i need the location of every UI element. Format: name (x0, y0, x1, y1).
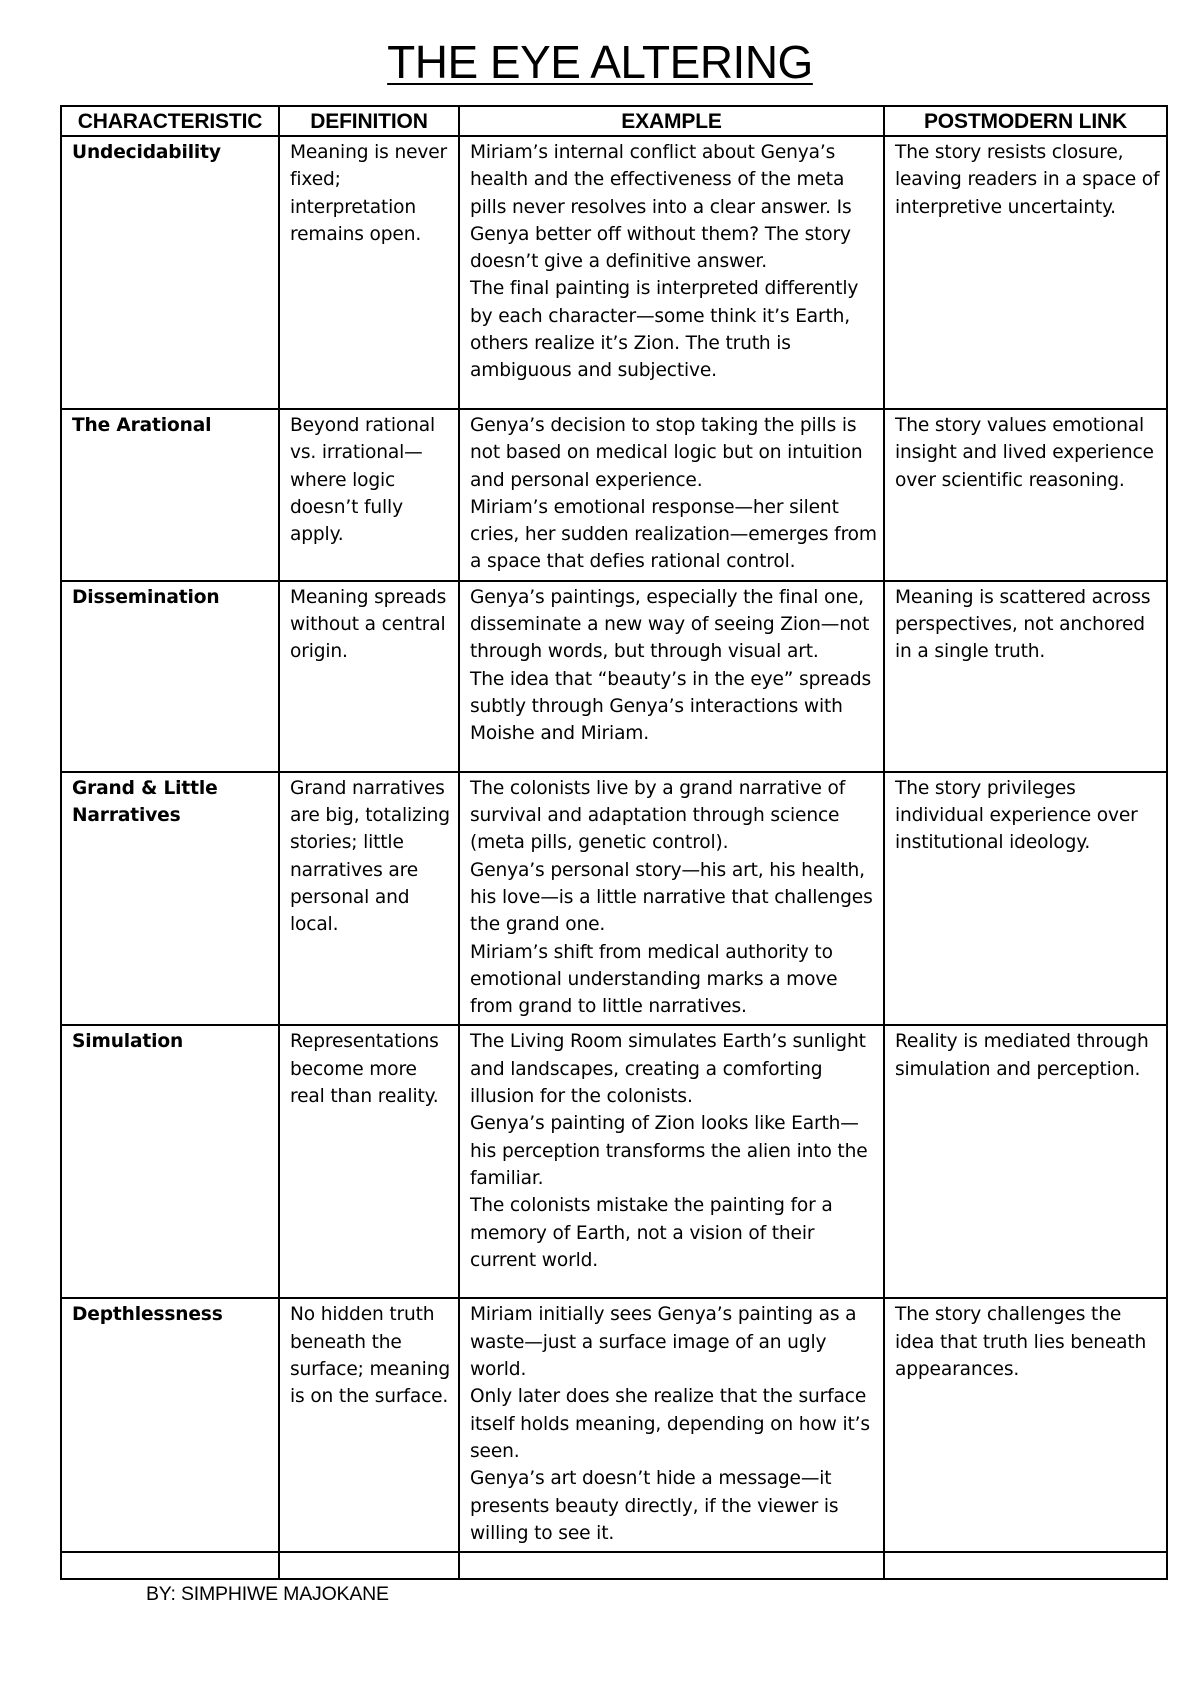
example-paragraph: Miriam initially sees Genya’s painting as a waste—just a surface image of an ugly world. (470, 1304, 857, 1381)
characteristic-cell: Dissemination (61, 581, 279, 772)
characteristic-cell: Grand & Little Narratives (61, 772, 279, 1026)
table-row (61, 772, 1167, 1026)
header-characteristic: CHARACTERISTIC (61, 106, 279, 136)
document-title: THE EYE ALTERING (387, 36, 813, 88)
characteristic-cell: The Arational (61, 409, 279, 581)
postmodern-link-cell: The story challenges the idea that truth lies beneath appearances. (884, 1298, 1167, 1552)
example-cell (459, 1025, 884, 1298)
definition-cell: Meaning spreads without a central origin. (279, 581, 459, 772)
empty-cell (279, 1552, 459, 1579)
example-paragraph: Genya’s art doesn’t hide a message—it presents beauty directly, if the viewer is willing to see it. (470, 1468, 839, 1544)
table-row (61, 1025, 1167, 1298)
postmodern-link-cell: The story values emotional insight and lived experience over scientific reasoning. (884, 409, 1167, 581)
definition-cell: Grand narratives are big, totalizing stories; little narratives are personal and local. (279, 772, 459, 1026)
characteristic-cell: Simulation (61, 1025, 279, 1298)
table-row (61, 136, 1167, 409)
empty-cell (884, 1552, 1167, 1579)
header-example: EXAMPLE (459, 106, 884, 136)
example-paragraph: Genya’s painting of Zion looks like Earth—his perception transforms the alien into the familiar. (470, 1113, 868, 1189)
characteristics-table (60, 105, 1168, 1580)
example-cell (459, 581, 884, 772)
table-row (61, 409, 1167, 581)
example-paragraph: The final painting is interpreted differently by each character—some think it’s Earth, others realize it’s Zion. The truth is ambiguous and subjective. (470, 278, 859, 382)
author-byline: BY: SIMPHIWE MAJOKANE (146, 1583, 389, 1605)
example-cell (459, 136, 884, 409)
empty-cell (61, 1552, 279, 1579)
header-postmodern-link: POSTMODERN LINK (884, 106, 1167, 136)
example-paragraph: The colonists mistake the painting for a memory of Earth, not a vision of their current world. (470, 1195, 833, 1271)
example-paragraph: Only later does she realize that the surface itself holds meaning, depending on how it’s seen. (470, 1386, 870, 1462)
definition-cell: Meaning is never fixed; interpretation remains open. (279, 136, 459, 409)
empty-cell (459, 1552, 884, 1579)
header-definition: DEFINITION (279, 106, 459, 136)
table-header-row (61, 106, 1167, 136)
definition-cell: Beyond rational vs. irrational—where logic doesn’t fully apply. (279, 409, 459, 581)
characteristic-cell: Undecidability (61, 136, 279, 409)
example-paragraph: Miriam’s shift from medical authority to emotional understanding marks a move from grand to little narratives. (470, 941, 838, 1018)
postmodern-link-cell: Meaning is scattered across perspectives, not anchored in a single truth. (884, 581, 1167, 772)
example-paragraph: The idea that “beauty’s in the eye” spreads subtly through Genya’s interactions with Moishe and Miriam. (470, 668, 872, 745)
example-paragraph: Miriam’s emotional response—her silent cries, her sudden realization—emerges from a space that defies rational control. (470, 496, 877, 573)
definition-cell: No hidden truth beneath the surface; meaning is on the surface. (279, 1298, 459, 1552)
example-paragraph: Miriam’s internal conflict about Genya’s health and the effectiveness of the meta pills never resolves into a clear answer. Is Genya better off without them? The story doesn’t give a definitive answer. (470, 142, 852, 273)
definition-cell: Representations become more real than reality. (279, 1025, 459, 1298)
table-row (61, 581, 1167, 772)
postmodern-link-cell: The story resists closure, leaving readers in a space of interpretive uncertainty. (884, 136, 1167, 409)
postmodern-link-cell: The story privileges individual experience over institutional ideology. (884, 772, 1167, 1026)
example-paragraph: The Living Room simulates Earth’s sunlight and landscapes, creating a comforting illusion for the colonists. (470, 1031, 866, 1108)
example-paragraph: Genya’s paintings, especially the final one, disseminate a new way of seeing Zion—not through words, but through visual art. (470, 586, 870, 663)
example-paragraph: Genya’s personal story—his art, his health, his love—is a little narrative that challenges the grand one. (470, 859, 873, 936)
example-cell (459, 772, 884, 1026)
example-cell (459, 1298, 884, 1552)
postmodern-link-cell: Reality is mediated through simulation and perception. (884, 1025, 1167, 1298)
example-paragraph: The colonists live by a grand narrative of survival and adaptation through science (meta pills, genetic control). (470, 777, 846, 854)
characteristic-cell: Depthlessness (61, 1298, 279, 1552)
table-row (61, 1298, 1167, 1552)
example-cell (459, 409, 884, 581)
example-paragraph: Genya’s decision to stop taking the pills is not based on medical logic but on intuition and personal experience. (470, 415, 863, 491)
empty-table-row (61, 1552, 1167, 1579)
